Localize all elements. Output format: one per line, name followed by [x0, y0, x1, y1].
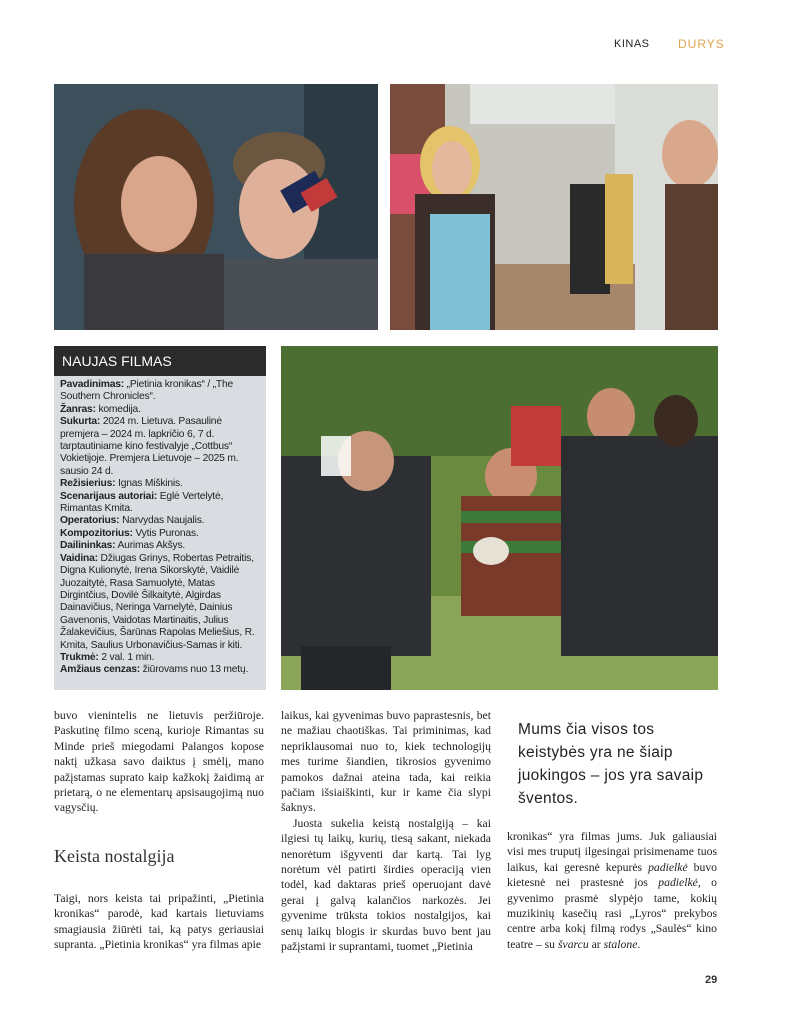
magazine-brand: DURYS — [678, 37, 725, 51]
film-info-item: Sukurta: 2024 m. Lietuva. Pasaulinė premjera – 2024 m. lapkričio 6, 7 d. tarptautiniame kino festivalyje „Cottbus“ Vokietijoje. Premjera Lietuvoje – 2025 m. sausio 24 d. — [60, 416, 239, 477]
film-info-item: Režisierius: Ignas Miškinis. — [60, 478, 183, 490]
article-paragraph: laikus, kai gyvenimas buvo paprastesnis, bet ne mažiau chaotiškas. Tai priminimas, kad nepriklausomai nuo to, kiek technologijų mes turime šiandien, tikrosios gyvenimo pamokos dažnai ateina tada, kai reikia pačiam išsiaiškinti, kur ir kame čia slypi šaknys. — [281, 709, 491, 815]
film-info-item: Žanras: komedija. — [60, 403, 141, 415]
photo-couple — [54, 84, 378, 330]
article-subheading: Keista nostalgija — [54, 846, 175, 866]
article-paragraph: Taigi, nors keista tai pripažinti, „Pietinia kronikas“ parodė, kad kartais lietuviams smagiausia žiūrėti tai, ką patys geriausiai supranta. „Pietinia kronikas“ yra filmas apie — [54, 892, 264, 952]
pull-quote: Mums čia visos tos keistybės yra ne šiaip juokingos – jos yra savaip šventos. — [518, 721, 704, 807]
page-number: 29 — [705, 974, 718, 986]
film-info-item: Amžiaus cenzas: žiūrovams nuo 13 metų. — [60, 664, 249, 676]
film-info-item: Dailininkas: Aurimas Akšys. — [60, 540, 186, 552]
film-info-item: Operatorius: Narvydas Naujalis. — [60, 515, 205, 527]
article-paragraph: Juosta sukelia keistą nostalgiją – kai ilgiesi tų laikų, kurių, tiesą sakant, niekada nenorėtum išgyventi dar kartą. Tai lyg norėtum vėl patirti širdies operaciją vien todėl, kad daktaras prieš operuojant davė gerai į galvą kalančios narkozės. Jei gyvenime trūksta tokios nostalgijos, kai senų laikų blogis ir skurdas buvo bent jau pažįstami ir suprantami, tuomet „Pietinia — [281, 816, 491, 954]
article-column-1-continued — [54, 891, 264, 953]
film-info-item: Kompozitorius: Vytis Puronas. — [60, 527, 199, 539]
article-paragraph: buvo vienintelis ne lietuvis peržiūroje. Paskutinę filmo sceną, kurioje Rimantas su Minde prieš miegodami Palangos kopose naktį užkasa savo daiktus į smėlį, mano pažįstamas suprato kaip kažkokį žaidimą ar prietarą, o ne elementarų apsisaugojimą nuo vagysčių. — [54, 709, 264, 815]
article-column-3 — [507, 829, 717, 952]
article-column-2 — [281, 708, 491, 955]
film-info-item: Vaidina: Džiugas Grinys, Robertas Petraitis, Digna Kulionytė, Irena Sikorskytė, Vaidilė Juozaitytė, Rasa Samuolytė, Matas Dirgintčius, Dovilė Šilkaitytė, Algirdas Dainavičius, Neringa Varnelytė, Dainius Gavenonis, Vaidotas Martinaitis, Julius Žalakevičius, Šarūnas Rapolas Meliešius, R. Kmita, Saulius Urbonavičius-Samas ir kiti. — [60, 552, 255, 651]
film-info-item: Scenarijaus autoriai: Eglė Vertelytė, Rimantas Kmita. — [60, 490, 224, 515]
article-paragraph: kronikas“ yra filmas jums. Juk galiausiai visi mes truputį ilgesingai prisimename tuos laikus, kai geresnė kepurės padielkė buvo kietesnė nei prastesnė jos padielkė, o gyvenimo prasmė slypėjo tame, kokių muzikinių kasečių rasi „Lyros“ prekybos centre arba kokį filmą rodys „Saulės“ kino teatre – su švarcu ar stalone. — [507, 830, 718, 951]
sidebar-title: NAUJAS FILMAS — [54, 346, 266, 376]
film-info-box — [54, 376, 266, 690]
film-info-item: Pavadinimas: „Pietinia kronikas“ / „The Southern Chronicles“. — [60, 379, 234, 403]
film-info-item: Trukmė: 2 val. 1 min. — [60, 651, 155, 663]
section-label: KINAS — [614, 38, 650, 50]
photo-rugby-scrum — [281, 346, 718, 690]
article-column-1 — [54, 708, 264, 816]
photo-market-corridor — [390, 84, 718, 330]
